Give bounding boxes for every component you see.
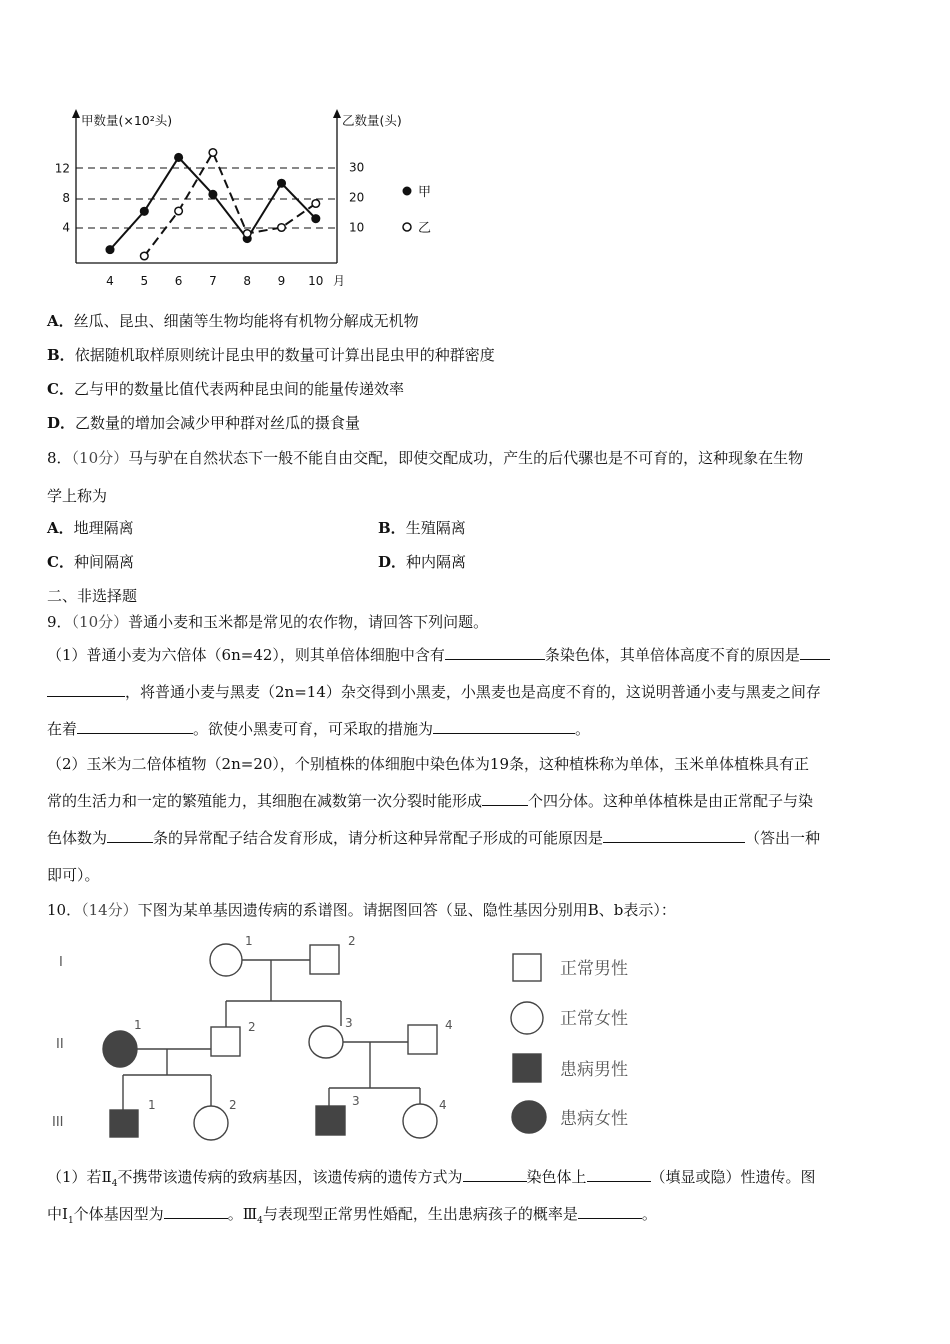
legend-affected-female-symbol — [512, 1101, 546, 1133]
pedigree-I2-normal-male — [310, 945, 339, 974]
option-text: 依据随机取样原则统计昆虫甲的数量可计算出昆虫甲的种群密度 — [74, 346, 495, 364]
legend-label: 甲 — [418, 185, 432, 200]
option-text: 种间隔离 — [73, 553, 134, 571]
y-right-tick-label: 30 — [349, 160, 365, 175]
legend-affected-male-symbol — [513, 1054, 541, 1082]
q10-stem — [47, 900, 676, 920]
data-point-甲 — [106, 246, 114, 254]
pedigree-III4-normal-female — [403, 1104, 437, 1138]
y-right-tick-label: 10 — [349, 220, 365, 235]
legend-normal-female-symbol — [511, 1002, 543, 1034]
text-run: 染色体上 — [526, 1168, 587, 1186]
answer-blank[interactable] — [77, 719, 193, 734]
option-letter: A． — [47, 519, 74, 537]
q9-part1-line1 — [47, 645, 830, 665]
q8-option-d — [378, 552, 466, 572]
text-run: 。 — [641, 1205, 657, 1223]
answer-blank[interactable] — [587, 1167, 651, 1182]
option-letter: B． — [378, 519, 406, 537]
answer-blank[interactable] — [482, 791, 528, 806]
data-point-乙 — [278, 224, 286, 232]
text-run: 与表现型正常男性婚配，生出患病孩子的概率是 — [262, 1205, 578, 1223]
subscript: 4 — [257, 1216, 263, 1226]
x-tick-label: 7 — [209, 274, 217, 288]
pedigree-I1-normal-female — [210, 944, 242, 976]
member-number: 2 — [229, 1098, 237, 1112]
pedigree-III2-normal-female — [194, 1106, 228, 1140]
answer-blank[interactable] — [107, 828, 153, 843]
data-point-乙 — [312, 200, 320, 208]
text-run: 中Ⅰ — [47, 1205, 68, 1223]
option-letter: D． — [378, 553, 407, 571]
x-tick-label: 4 — [106, 274, 114, 288]
answer-blank[interactable] — [47, 682, 125, 697]
q7-option-a — [47, 311, 419, 331]
q9-part2-line2 — [47, 791, 813, 811]
answer-blank[interactable] — [578, 1204, 642, 1219]
text-run: 不携带该遗传病的致病基因，该遗传病的遗传方式为 — [117, 1168, 463, 1186]
option-letter: C． — [47, 380, 74, 398]
question-score: （14分） — [81, 901, 138, 919]
pedigree-II2-normal-male — [211, 1027, 240, 1056]
answer-blank[interactable] — [164, 1204, 228, 1219]
q7-option-c — [47, 379, 404, 399]
member-number: 2 — [248, 1020, 256, 1034]
subscript: 1 — [67, 1216, 74, 1226]
q8-stem-line1 — [47, 448, 803, 468]
text-run: 条的异常配子结合发育形成，请分析这种异常配子形成的可能原因是 — [153, 829, 604, 847]
legend-normal-female-label: 正常女性 — [560, 1009, 628, 1029]
x-axis-title: 月 — [333, 274, 346, 288]
section-title: 二、非选择题 — [47, 587, 138, 605]
q10-part1-line2 — [47, 1204, 657, 1231]
text-run: 个体基因型为 — [73, 1205, 164, 1223]
option-text: 乙数量的增加会减少甲种群对丝瓜的摄食量 — [75, 414, 361, 432]
q8-option-c — [47, 552, 134, 572]
subscript: 4 — [111, 1179, 118, 1189]
option-text: 种内隔离 — [406, 553, 467, 571]
question-number: 9． — [47, 613, 72, 631]
q7-option-b — [47, 345, 495, 365]
question-score: （10分） — [71, 449, 129, 467]
series-line-甲 — [110, 157, 316, 249]
q9-part2-line3 — [47, 828, 820, 848]
text-run: （填显或隐）性遗传。图 — [650, 1168, 816, 1186]
y-left-axis-title: 甲数量(×10²头) — [81, 113, 173, 128]
data-point-乙 — [209, 149, 217, 157]
option-text: 生殖隔离 — [405, 519, 466, 537]
question-score: （10分） — [71, 613, 129, 631]
data-point-甲 — [175, 154, 183, 162]
text-run: （1）若Ⅱ — [47, 1168, 112, 1186]
x-tick-label: 10 — [308, 274, 324, 288]
answer-blank[interactable] — [433, 719, 575, 734]
data-point-甲 — [209, 191, 217, 199]
text-run: 个四分体。这种单体植株是由正常配子与染 — [528, 792, 814, 810]
data-point-甲 — [278, 179, 286, 187]
text-run: 。 — [575, 720, 591, 738]
q8-stem-line2: 学上称为 — [47, 487, 108, 505]
q9-part1-line3 — [47, 719, 590, 739]
answer-blank[interactable] — [603, 828, 745, 843]
pedigree-II1-affected-female — [103, 1031, 137, 1067]
member-number: 4 — [439, 1098, 447, 1112]
option-letter: A． — [47, 312, 74, 330]
member-number: 1 — [134, 1018, 142, 1032]
pedigree-II4-normal-male — [408, 1025, 437, 1054]
generation-label-1: I — [59, 955, 63, 970]
legend-label: 乙 — [418, 221, 432, 236]
member-number: 2 — [348, 934, 356, 948]
member-number: 1 — [245, 934, 253, 948]
option-letter: C． — [47, 553, 74, 571]
y-left-tick-label: 12 — [55, 161, 70, 176]
text-run: （答出一种 — [745, 829, 821, 847]
x-tick-label: 6 — [174, 274, 183, 288]
data-point-乙 — [243, 230, 251, 238]
text-run: （1）普通小麦为六倍体（6n=42），则其单倍体细胞中含有 — [47, 646, 445, 664]
option-text: 丝瓜、昆虫、细菌等生物均能将有机物分解成无机物 — [73, 312, 419, 330]
pedigree-chart — [40, 928, 680, 1150]
pedigree-III3-affected-male — [316, 1106, 345, 1135]
q9-stem — [47, 612, 488, 632]
generation-label-2: II — [56, 1037, 64, 1052]
text-run: 。Ⅲ — [227, 1205, 258, 1223]
option-letter: B． — [47, 346, 75, 364]
legend-normal-male-symbol — [513, 954, 541, 981]
member-number: 3 — [352, 1094, 360, 1108]
data-point-甲 — [312, 215, 320, 223]
question-stem: 马与驴在自然状态下一般不能自由交配，即使交配成功，产生的后代骡也是不可育的，这种现象在生物 — [128, 449, 804, 467]
pedigree-II3-normal-female — [309, 1026, 343, 1058]
legend-affected-female-label: 患病女性 — [560, 1109, 628, 1129]
legend-marker-open — [403, 223, 411, 231]
option-letter: D． — [47, 414, 76, 432]
pedigree-III1-affected-male — [110, 1110, 138, 1137]
y-left-tick-label: 4 — [62, 220, 70, 235]
legend-affected-male-label: 患病男性 — [560, 1060, 628, 1080]
text-run: 条染色体，其单倍体高度不育的原因是 — [544, 646, 800, 664]
q9-part2-line4: 即可）。 — [47, 866, 100, 884]
series-line-乙 — [144, 153, 315, 257]
q8-option-b — [378, 518, 466, 538]
option-text: 乙与甲的数量比值代表两种昆虫间的能量传递效率 — [73, 380, 404, 398]
y-left-tick-label: 8 — [62, 191, 70, 205]
answer-blank[interactable] — [463, 1167, 527, 1182]
legend-normal-male-label: 正常男性 — [560, 959, 628, 979]
q8-option-a — [47, 518, 134, 538]
question-number: 8． — [47, 449, 72, 467]
answer-blank[interactable] — [445, 645, 545, 660]
data-point-乙 — [175, 207, 183, 215]
data-point-乙 — [141, 252, 149, 260]
data-point-甲 — [141, 207, 149, 215]
legend-marker-filled — [403, 187, 411, 195]
text-run: 在着 — [47, 720, 78, 738]
x-tick-label: 8 — [243, 274, 252, 288]
x-tick-label: 5 — [140, 274, 149, 288]
y-right-tick-label: 20 — [349, 190, 365, 205]
q9-part2-line1: （2）玉米为二倍体植物（2n=20），个别植株的体细胞中染色体为19条，这种植株称为单体，玉米单体植株具有正 — [47, 755, 809, 773]
question-stem: 普通小麦和玉米都是常见的农作物，请回答下列问题。 — [128, 613, 489, 631]
question-number: 10． — [47, 901, 82, 919]
text-run: 常的生活力和一定的繁殖能力，其细胞在减数第一次分裂时能形成 — [47, 792, 483, 810]
member-number: 3 — [345, 1016, 353, 1030]
member-number: 1 — [148, 1098, 156, 1112]
y-right-axis-title: 乙数量(头) — [342, 113, 402, 128]
q10-part1-line1 — [47, 1167, 816, 1194]
answer-blank[interactable] — [800, 645, 830, 660]
question-stem: 下图为某单基因遗传病的系谱图。请据图回答（显、隐性基因分别用B、b表示）： — [137, 901, 676, 919]
q7-option-d — [47, 413, 360, 433]
population-line-chart — [55, 105, 450, 300]
x-tick-label: 9 — [277, 274, 286, 288]
text-run: ，将普通小麦与黑麦（2n=14）杂交得到小黑麦，小黑麦也是高度不育的，这说明普通小麦与黑麦之间存 — [125, 683, 821, 701]
q9-part1-line2 — [47, 682, 821, 702]
member-number: 4 — [445, 1018, 453, 1032]
text-run: 色体数为 — [47, 829, 108, 847]
text-run: 。欲使小黑麦可育，可采取的措施为 — [193, 720, 434, 738]
option-text: 地理隔离 — [73, 519, 134, 537]
generation-label-3: III — [52, 1115, 64, 1130]
